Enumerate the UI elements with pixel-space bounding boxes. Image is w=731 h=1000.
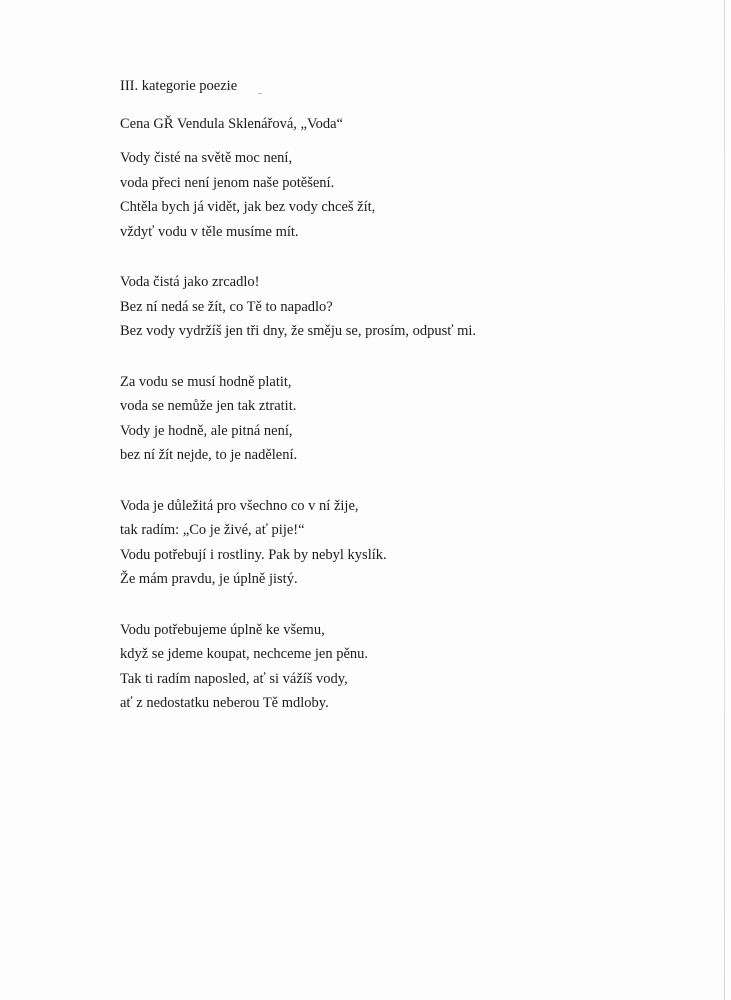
award-line: Cena GŘ Vendula Sklenářová, „Voda“: [120, 116, 343, 132]
poem-line: bez ní žít nejde, to je nadělení.: [120, 447, 298, 463]
poem-line: Vody čisté na světě moc není,: [120, 150, 293, 166]
poem-line: Chtěla bych já vidět, jak bez vody chceš žít,: [120, 199, 376, 215]
poem-line: vždyť vodu v těle musíme mít.: [120, 223, 299, 240]
poem-line: Vodu potřebujeme úplně ke všemu,: [120, 621, 325, 638]
stanza-2: [120, 270, 680, 344]
poem-line: voda přeci není jenom naše potěšení.: [120, 174, 335, 191]
poem-line: Bez vody vydržíš jen tři dny, že směju se, prosím, odpusť mi.: [120, 323, 477, 339]
poem-line: voda se nemůže jen tak ztratit.: [120, 398, 297, 414]
category-heading: III. kategorie poezie: [120, 78, 238, 94]
poem: [120, 146, 680, 716]
poem-line: Tak ti radím naposled, ať si vážíš vody,: [120, 670, 348, 687]
page-edge-line: [724, 0, 725, 1000]
document-content: [120, 74, 680, 742]
poem-line: Bez ní nedá se žít, co Tě to napadlo?: [120, 298, 333, 315]
poem-line: Za vodu se musí hodně platit,: [120, 373, 292, 390]
poem-line: Vodu potřebují i rostliny. Pak by nebyl kyslík.: [120, 546, 387, 563]
poem-line: Že mám pravdu, je úplně jistý.: [120, 571, 298, 587]
poem-line: když se jdeme koupat, nechceme jen pěnu.: [120, 646, 369, 662]
poem-line: ať z nedostatku neberou Tě mdloby.: [120, 695, 329, 711]
stanza-4: [120, 494, 680, 592]
poem-line: Vody je hodně, ale pitná není,: [120, 422, 293, 439]
stanza-3: [120, 370, 680, 468]
stanza-5: [120, 618, 680, 716]
poem-line: Voda čistá jako zrcadlo!: [120, 274, 260, 290]
stanza-1: [120, 146, 680, 244]
poem-line: Voda je důležitá pro všechno co v ní žije,: [120, 497, 359, 514]
poem-line: tak radím: „Co je živé, ať pije!“: [120, 522, 305, 538]
